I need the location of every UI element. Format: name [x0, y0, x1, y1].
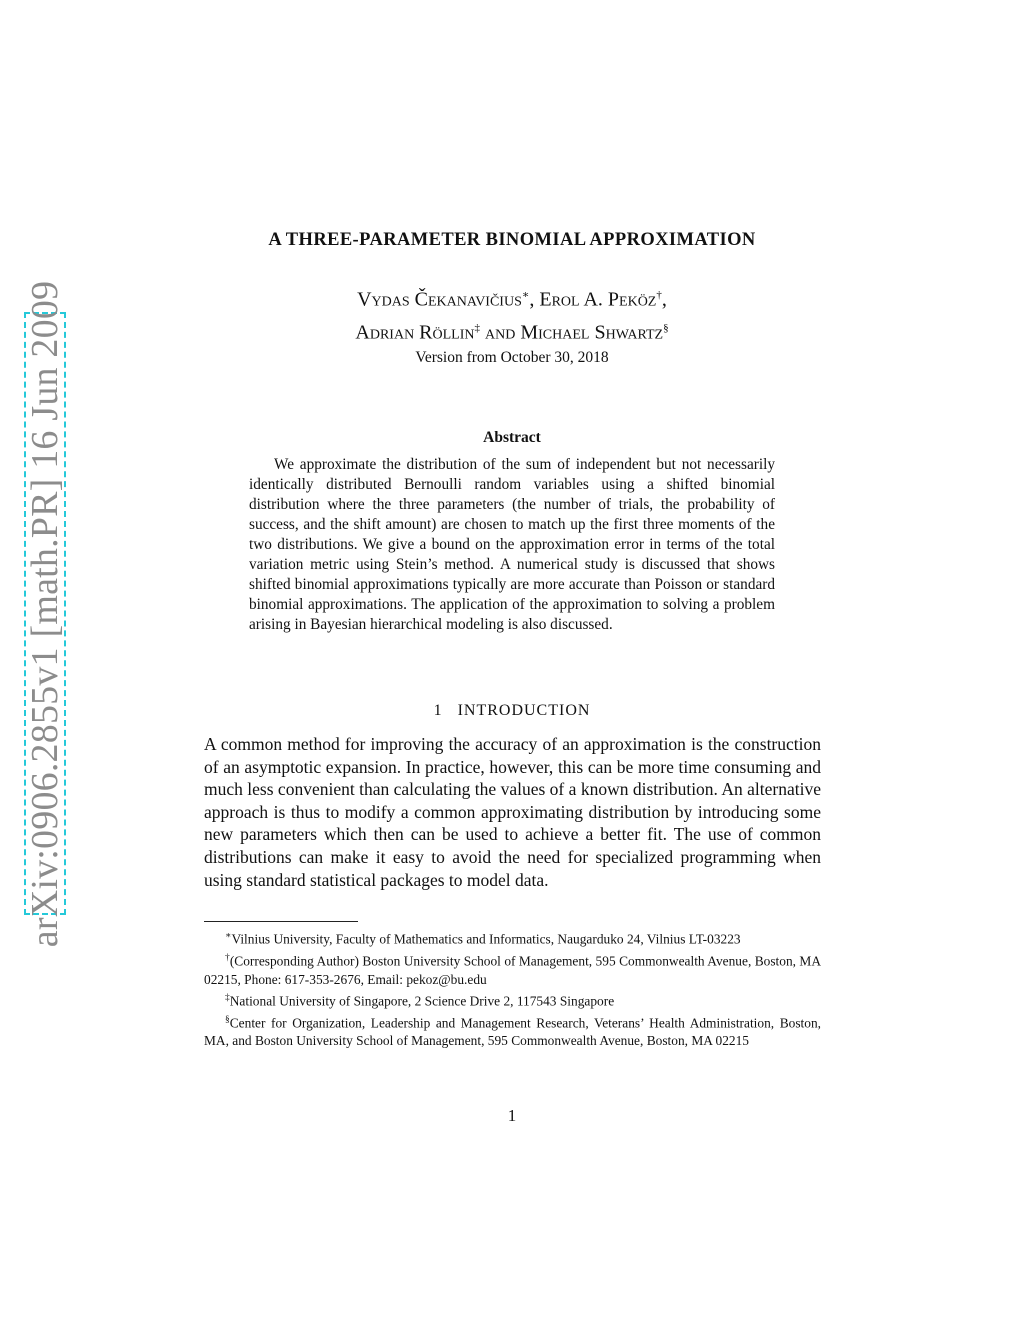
author-line-1: [200, 281, 824, 314]
footnote: [204, 927, 821, 949]
paper-title: A THREE-PARAMETER BINOMIAL APPROXIMATION: [268, 230, 756, 250]
arxiv-identifier-text: arXiv:0906.2855v1 [math.PR] 16 Jun 2009: [24, 280, 66, 947]
author-name: Michael Shwartz: [520, 321, 664, 344]
affiliation-mark: †: [656, 289, 662, 301]
affiliation-mark: ∗: [521, 289, 530, 301]
author-name: Erol A. Peköz: [539, 288, 657, 311]
footnote-text: (Corresponding Author) Boston University School of Management, 595 Commonwealth Avenue, Boston, MA 02215, Phone: 617-353-2676, Email: pekoz@bu.edu: [204, 953, 821, 987]
author-name: Vydas Čekanavičius: [357, 288, 522, 311]
footnote: [204, 1011, 821, 1051]
page-number: 1: [507, 1106, 517, 1125]
section-number: 1: [433, 702, 443, 719]
footnote-mark: †: [225, 952, 230, 963]
author-conjunction: and: [480, 321, 521, 344]
footnote: [204, 949, 821, 989]
footnote-rule: [204, 921, 358, 922]
version-date: Version from October 30, 2018: [415, 349, 609, 366]
footnotes: [204, 927, 821, 1051]
footnote-text: Vilnius University, Faculty of Mathematics and Informatics, Naugarduko 24, Vilnius LT-03223: [231, 931, 741, 947]
abstract-text: We approximate the distribution of the sum of independent but not necessarily identically distributed Bernoulli random variables using a shifted binomial distribution where the three parameters (the number of trials, the probability of success, and the shift amount) are chosen to match up the first three moments of the two distributions. We give a bound on the approximation error in terms of the total variation metric using Stein’s method. A numerical study is discussed that shows shifted binomial approximations typically are more accurate than Poisson or standard binomial approximations. The application of the approximation to solving a problem arising in Bayesian hierarchical modeling is also discussed.: [249, 456, 775, 633]
author-list: [200, 281, 824, 346]
affiliation-mark: ‡: [474, 321, 481, 334]
footnote-text: Center for Organization, Leadership and Management Research, Veterans’ Health Administration, Boston, MA, and Boston University School of Management, 595 Commonwealth Avenue, Boston, MA 02215: [204, 1015, 821, 1049]
section-title: INTRODUCTION: [457, 702, 591, 719]
arxiv-identifier-stamp: [24, 280, 66, 947]
introduction-paragraph: A common method for improving the accuracy of an approximation is the construction of an asymptotic expansion. In practice, however, this can be more time consuming and much less convenient than calculating the values of a known distribution. An alternative approach is thus to modify a common approximating distribution by introducing some new parameters which then can be used to achieve a better fit. The use of common distributions can make it easy to avoid the need for specialized programming when using standard statistical packages to model data.: [204, 734, 821, 890]
footnote-mark: §: [225, 1014, 230, 1025]
author-name: Adrian Röllin: [355, 321, 475, 344]
footnote-text: National University of Singapore, 2 Science Drive 2, 117543 Singapore: [229, 993, 615, 1009]
footnote: [204, 989, 821, 1011]
author-separator: ,: [529, 288, 540, 311]
abstract-heading: Abstract: [483, 429, 541, 446]
section-heading: [200, 702, 824, 720]
author-line-2: [200, 314, 824, 347]
author-separator: ,: [661, 288, 667, 311]
footnote-mark: ‡: [225, 992, 230, 1003]
affiliation-mark: §: [663, 321, 669, 334]
footnote-mark: ∗: [225, 931, 232, 941]
